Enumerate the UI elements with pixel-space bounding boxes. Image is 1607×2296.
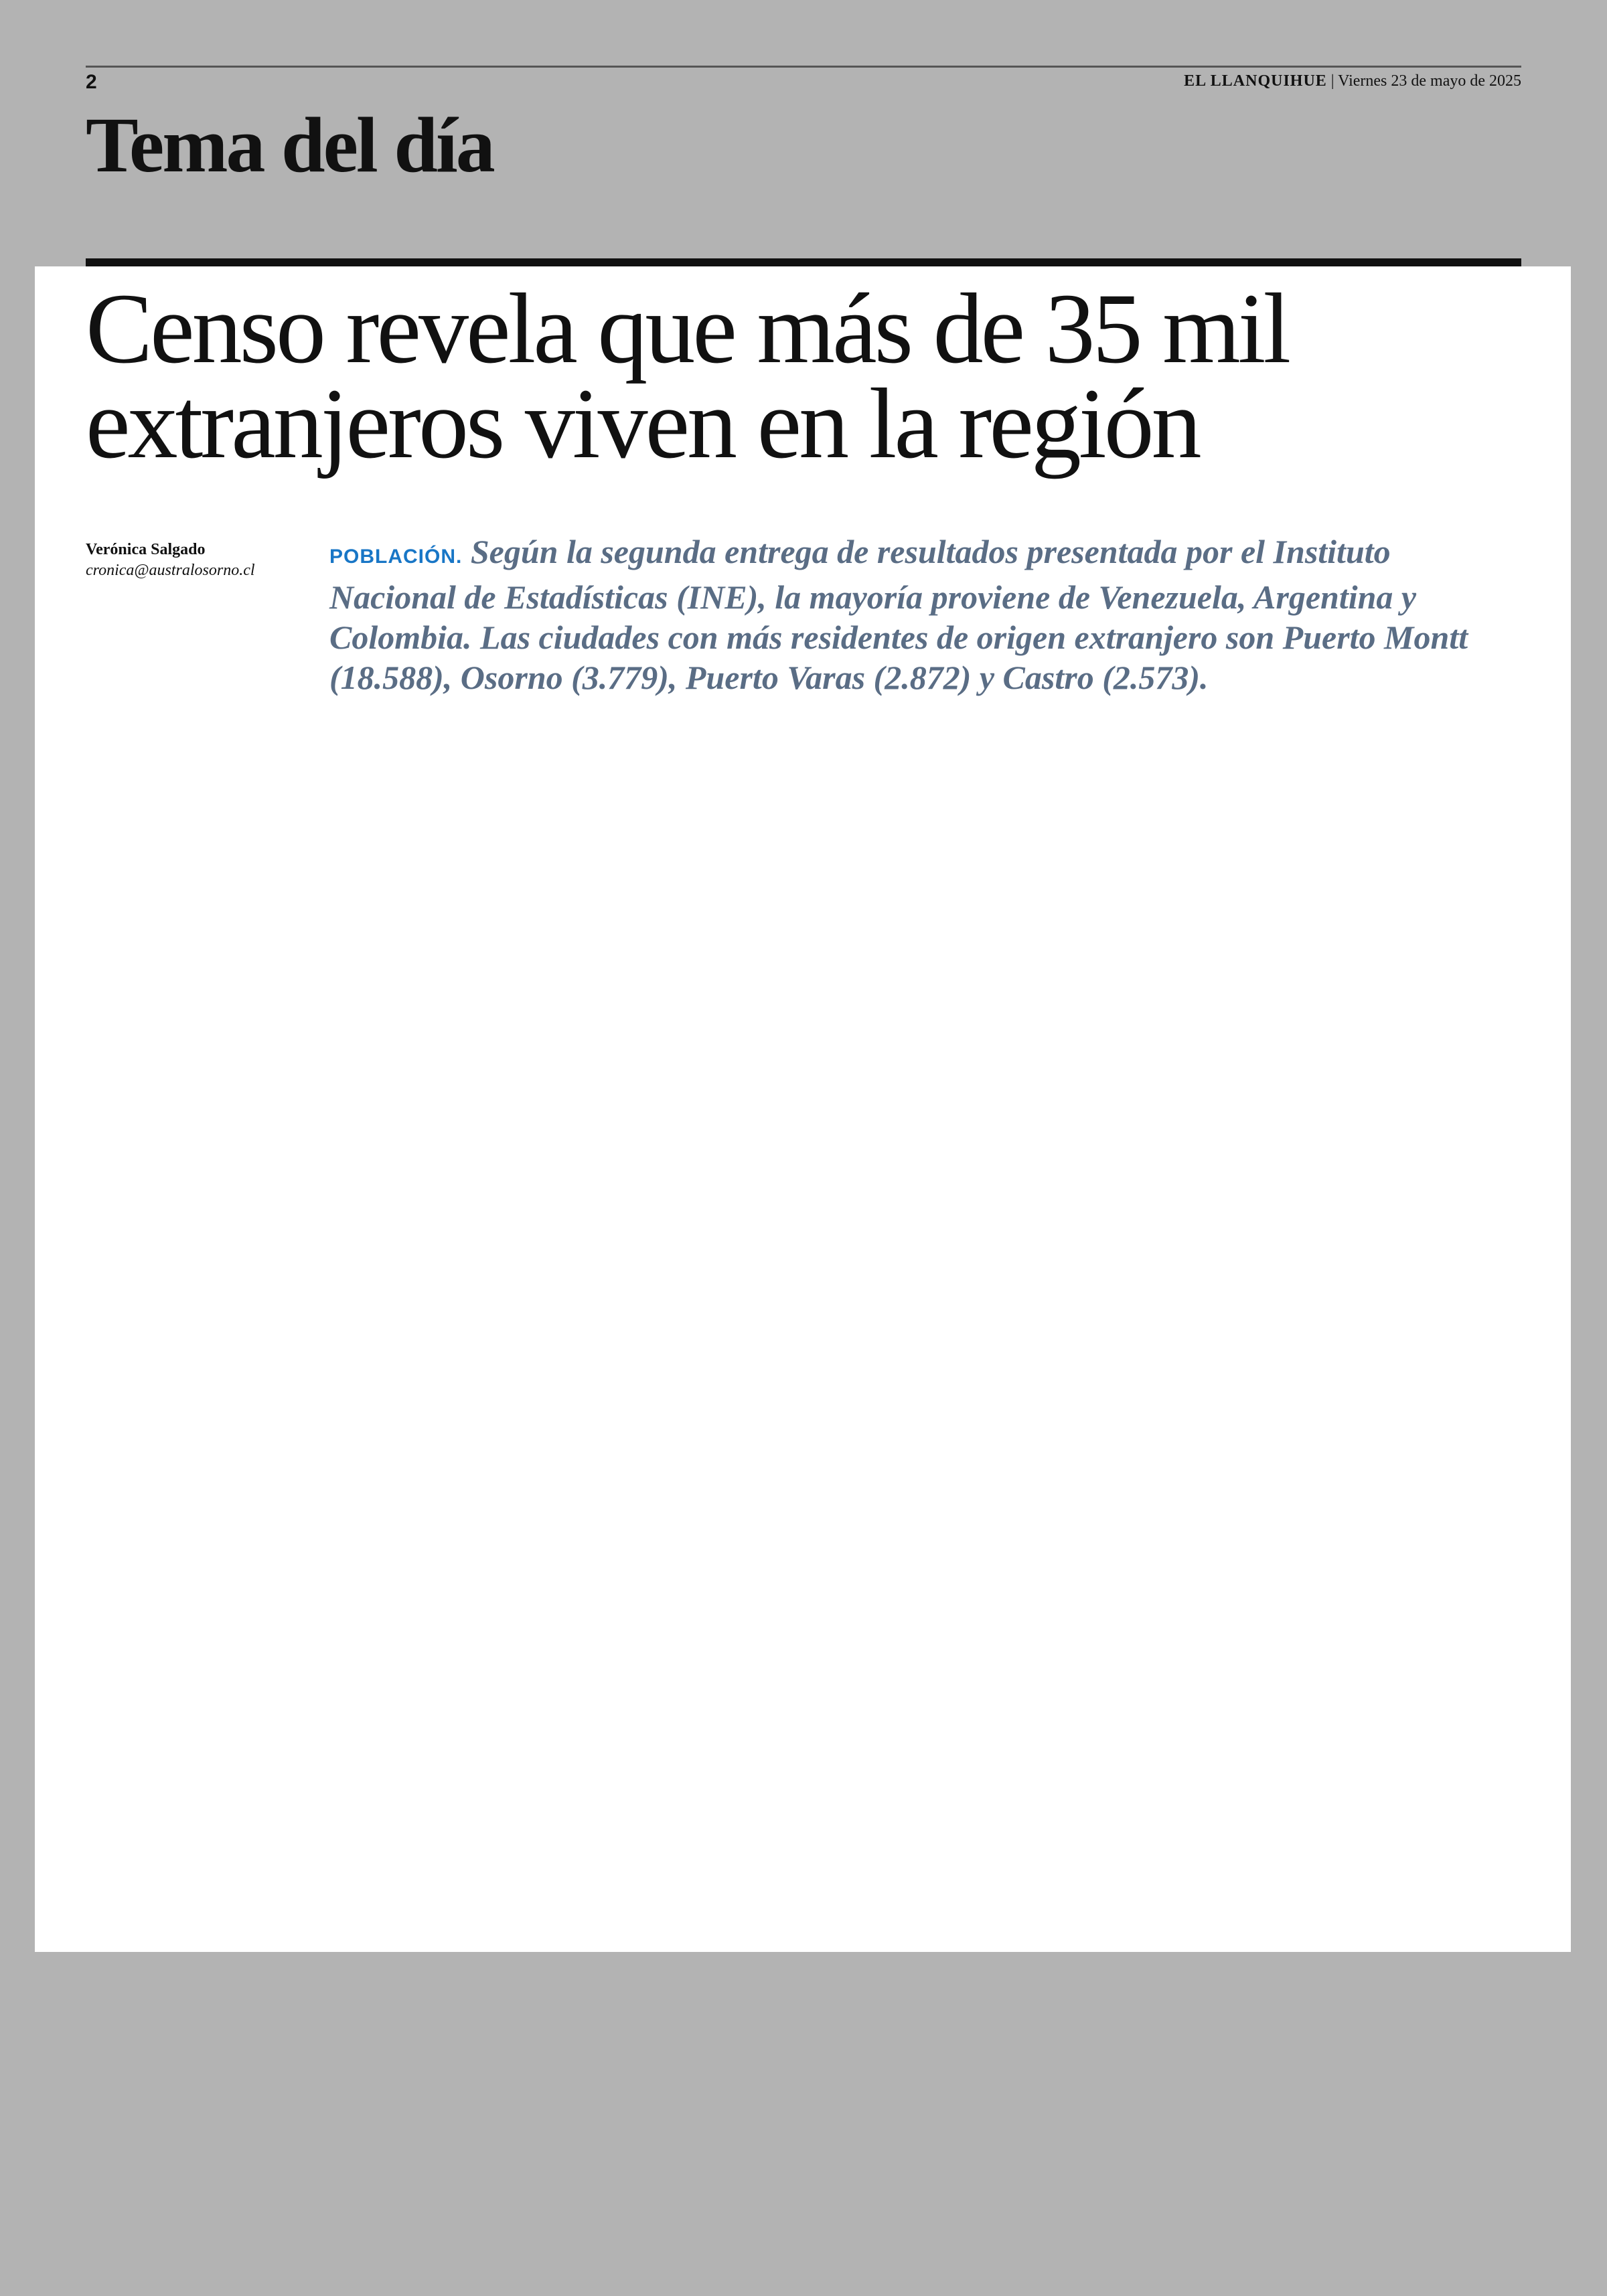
top-rule: [86, 66, 1521, 68]
article-sheet: [35, 266, 1571, 1952]
section-rule: [86, 258, 1521, 266]
article-lead: [329, 531, 1521, 698]
byline: [86, 541, 255, 580]
page-number: 2: [86, 71, 97, 93]
lead-text: Según la segunda entrega de resultados presentada por el Instituto Nacional de Estadísticas (INE), la mayoría proviene de Venezuela, Argentina y Colombia. Las ciudades con más residentes de origen extranjero son Puerto Montt (18.588), Osorno (3.779), Puerto Varas (2.872) y Castro (2.573).: [329, 533, 1468, 696]
paper-dateline: EL LLANQUIHUE | Viernes 23 de mayo de 2025: [1184, 72, 1521, 90]
lead-kicker: POBLACIÓN.: [329, 546, 463, 568]
article-headline: Censo revela que más de 35 mil extranjeros viven en la región: [86, 273, 1289, 479]
section-title: Tema del día: [86, 101, 493, 189]
paper-name: EL LLANQUIHUE: [1184, 72, 1327, 90]
issue-date: Viernes 23 de mayo de 2025: [1338, 72, 1521, 90]
author-name: Verónica Salgado: [86, 541, 206, 558]
author-email[interactable]: cronica@australosorno.cl: [86, 562, 255, 579]
